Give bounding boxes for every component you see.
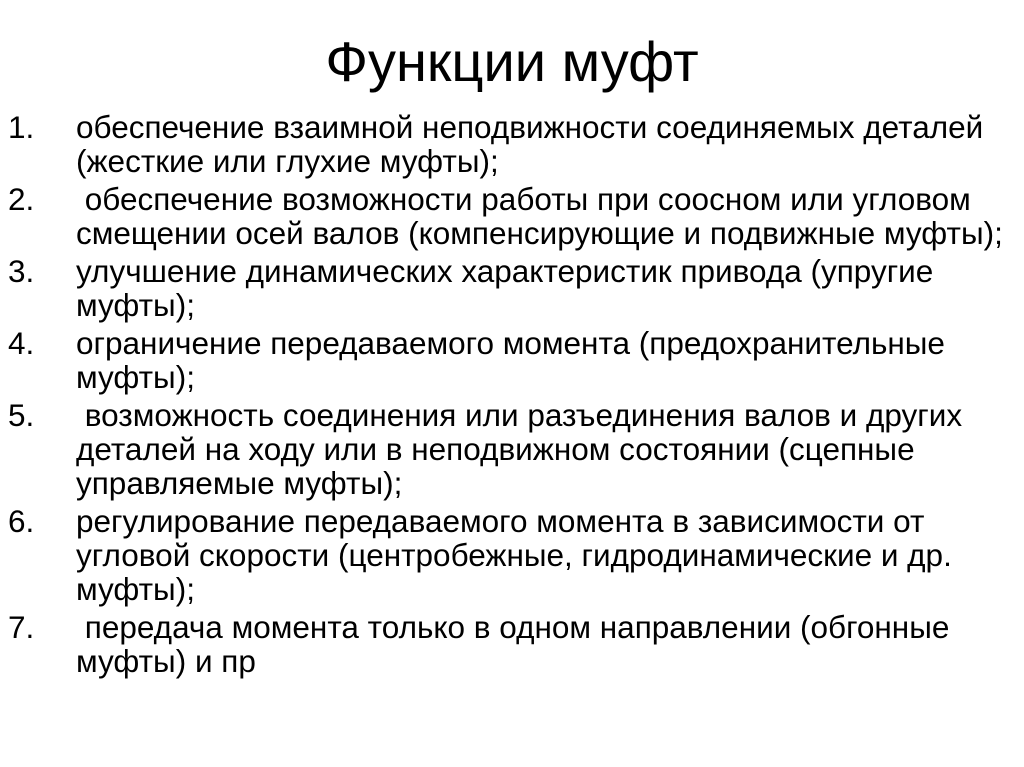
item-text: передача момента только в одном направлении (обгонные муфты) и пр (76, 609, 959, 679)
item-text: возможность соединения или разъединения валов и других деталей на ходу или в неподвижном состоянии (сцепные управляемые муфты); (76, 397, 971, 501)
list-item (0, 504, 1024, 606)
item-number: 7. (8, 609, 35, 645)
item-number: 3. (8, 253, 35, 289)
list-item (0, 182, 1024, 250)
item-number: 2. (8, 181, 35, 217)
list-item (0, 326, 1024, 394)
item-text: ограничение передаваемого момента (предохранительные муфты); (76, 325, 954, 395)
list-item (0, 110, 1024, 178)
item-number: 5. (8, 397, 35, 433)
list-item (0, 610, 1024, 678)
item-text: улучшение динамических характеристик привода (упругие муфты); (76, 253, 943, 323)
item-text: регулирование передаваемого момента в зависимости от угловой скорости (центробежные, гидродинамические и др. муфты); (76, 503, 961, 607)
slide-title: Функции муфт (325, 30, 699, 93)
list-item (0, 398, 1024, 500)
item-text: обеспечение взаимной неподвижности соединяемых деталей (жесткие или глухие муфты); (76, 109, 992, 179)
item-text: обеспечение возможности работы при соосном или угловом смещении осей валов (компенсирующие и подвижные муфты); (76, 181, 1003, 251)
item-number: 1. (8, 109, 35, 145)
item-number: 4. (8, 325, 35, 361)
functions-list (0, 110, 1024, 682)
item-number: 6. (8, 503, 35, 539)
list-item (0, 254, 1024, 322)
